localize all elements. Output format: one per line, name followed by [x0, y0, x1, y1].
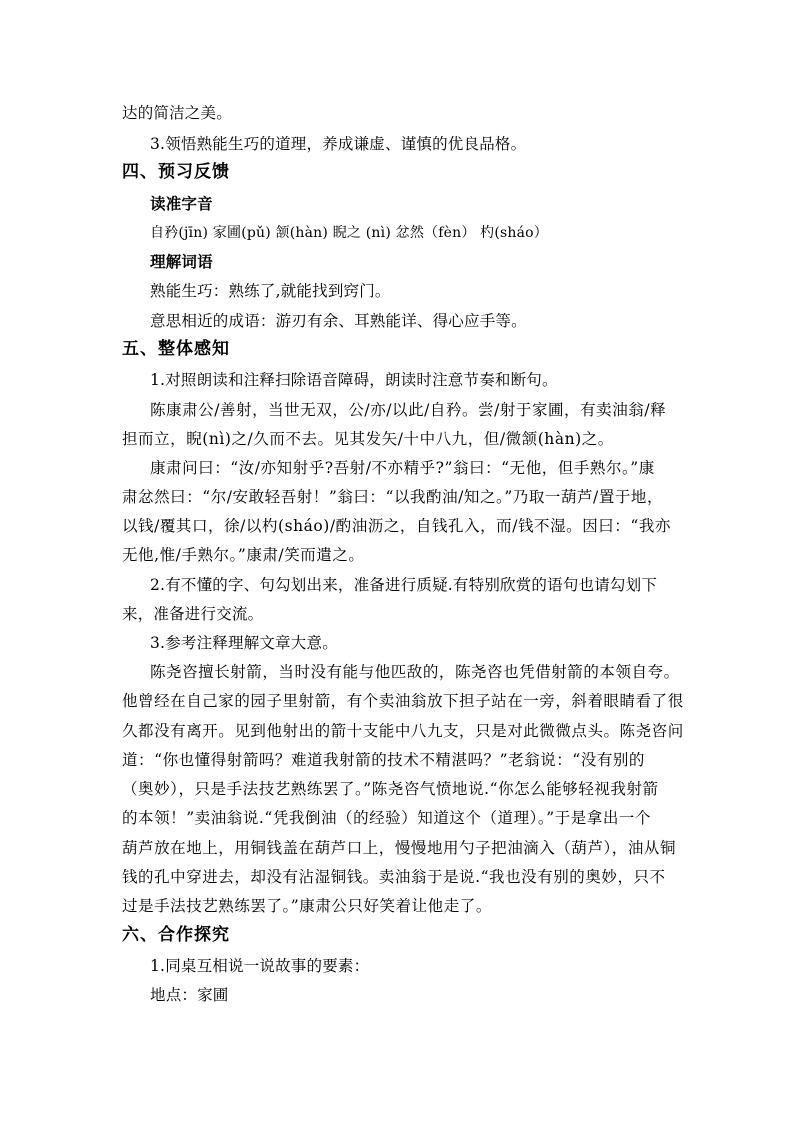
classical-text-line: 肃忿然曰：“尔/安敢轻吾射！”翁曰：“以我酌油/知之。”乃取一葫芦/置于地， [122, 488, 664, 506]
pronunciation-list: 自矜(jīn) 家圃(pǔ) 颔(hàn) 睨之 (nì) 忿然（fèn） 杓(sháo） [150, 225, 549, 241]
similar-idioms: 意思相近的成语：游刃有余、耳熟能详、得心应手等。 [150, 312, 527, 330]
task-item-2-continued: 来，准备进行交流。 [122, 605, 264, 623]
subheading-pronunciation: 读准字音 [150, 195, 213, 213]
vocabulary-definition: 熟能生巧：熟练了,就能找到窍门。 [150, 282, 391, 300]
translation-line: 他曾经在自己家的园子里射箭，有个卖油翁放下担子站在一旁，斜着眼睛看了很 [122, 692, 684, 710]
translation-line: 葫芦放在地上，用铜钱盖在葫芦口上，慢慢地用勺子把油滴入（葫芦），油从铜 [122, 839, 677, 857]
translation-line: （奥妙），只是手法技艺熟练罢了。”陈尧咨气愤地说.“你怎么能够轻视我射箭 [122, 780, 659, 798]
inquiry-item-1: 1.同桌互相说一说故事的要素： [150, 957, 370, 975]
classical-text-line: 担而立，睨(nì)之/久而不去。见其发矢/十中八九，但/微颔(hàn)之。 [122, 430, 614, 448]
translation-line: 过是手法技艺熟练罢了。”康肃公只好笑着让他走了。 [122, 897, 492, 915]
section-heading-preview-feedback: 四、预习反馈 [122, 162, 230, 182]
section-heading-overall-perception: 五、整体感知 [122, 339, 230, 359]
translation-line: 钱的孔中穿进去，却没有沾湿铜钱。卖油翁于是说.“我也没有别的奥妙，只不 [122, 868, 666, 886]
classical-text-line: 无他,惟/手熟尔。”康肃/笑而遣之。 [122, 546, 365, 564]
subheading-vocabulary: 理解词语 [150, 253, 213, 271]
task-item-1: 1.对照朗读和注释扫除语音障碍，朗读时注意节奏和断句。 [150, 371, 558, 389]
task-item-3: 3.参考注释理解文章大意。 [150, 634, 338, 652]
classical-text-line: 康肃问曰：“汝/亦知射乎?吾射/不亦精乎?”翁曰：“无他，但手熟尔。”康 [150, 459, 655, 477]
translation-line: 久都没有离开。见到他射出的箭十支能中八九支，只是对此微微点头。陈尧咨问 [122, 722, 684, 740]
task-item-2: 2.有不懂的字、句勾划出来，准备进行质疑.有特别欣赏的语句也请勾划下 [150, 576, 658, 594]
translation-line: 道：“你也懂得射箭吗？难道我射箭的技术不精湛吗？”老翁说：“没有别的 [122, 751, 645, 769]
classical-text-line: 陈康肃公/善射，当世无双，公/亦/以此/自矜。尝/射于家圃，有卖油翁/释 [150, 401, 667, 419]
translation-line: 的本领！”卖油翁说.“凭我倒油（的经验）知道这个（道理）。”于是拿出一个 [122, 809, 652, 827]
translation-line: 陈尧咨擅长射箭，当时没有能与他匹敌的，陈尧咨也凭借射箭的本领自夸。 [150, 663, 680, 681]
text-line: 达的简洁之美。 [122, 104, 232, 122]
story-element-location: 地点：家圃 [150, 986, 229, 1004]
section-heading-cooperative-inquiry: 六、合作探究 [122, 925, 230, 945]
classical-text-line: 以钱/覆其口，徐/以杓(sháo)/酌油沥之，自钱孔入，而/钱不湿。因曰：“我亦 [122, 517, 671, 535]
objective-item-3: 3.领悟熟能生巧的道理，养成谦虚、谨慎的优良品格。 [150, 135, 527, 153]
